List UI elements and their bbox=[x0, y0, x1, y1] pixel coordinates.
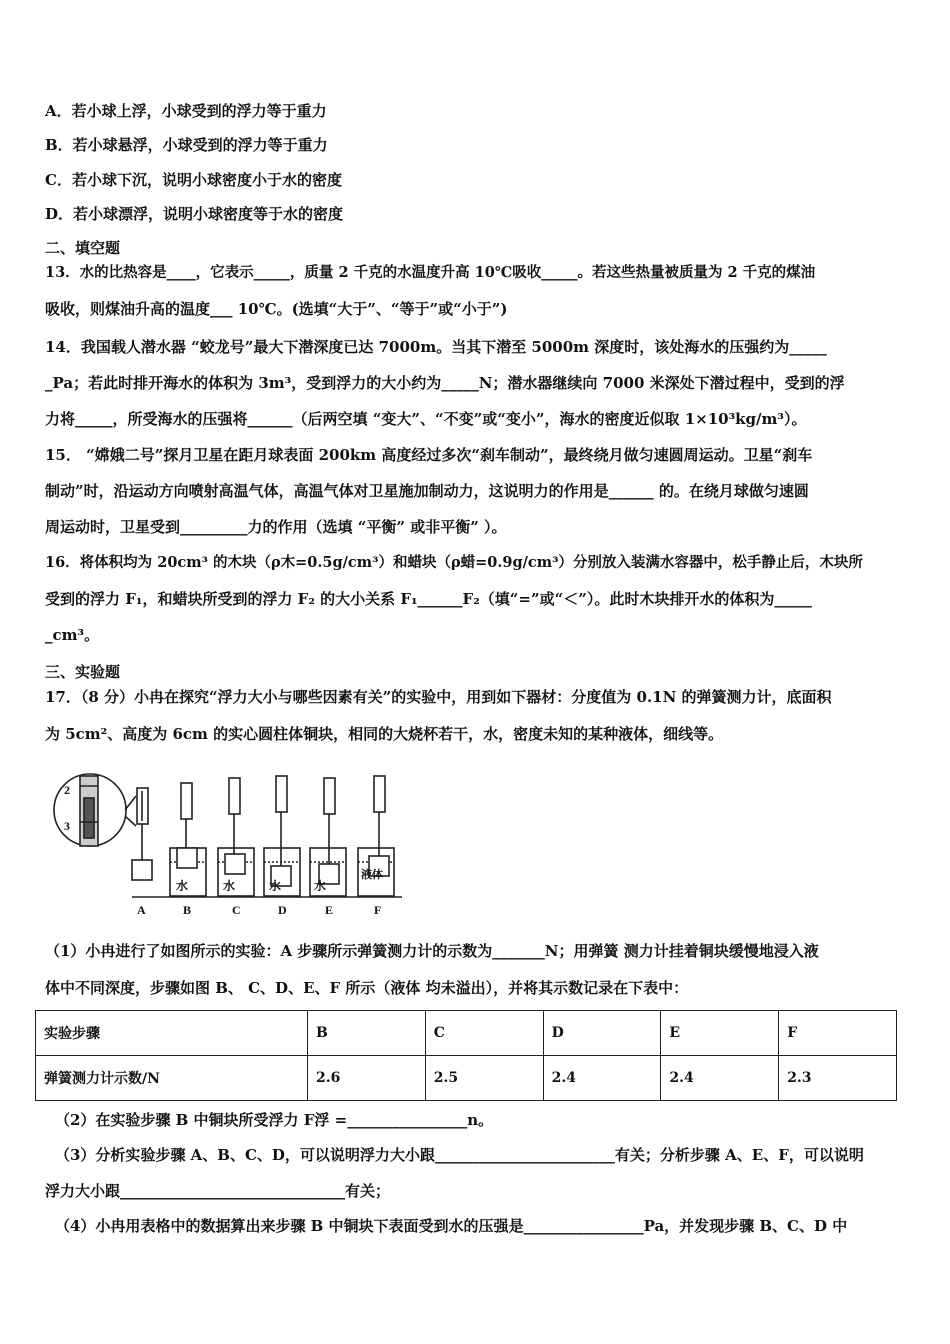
table-cell: 2.6 bbox=[308, 1056, 426, 1101]
table-cell: 2.4 bbox=[661, 1056, 779, 1101]
step-label-c: C bbox=[232, 903, 241, 917]
results-table bbox=[35, 1010, 897, 1101]
step-label-a: A bbox=[137, 903, 146, 917]
table-cell: B bbox=[308, 1011, 426, 1056]
magnified-scale bbox=[54, 774, 136, 846]
table-header-row bbox=[36, 1011, 897, 1056]
option-a: A．若小球上浮，小球受到的浮力等于重力 bbox=[45, 102, 327, 120]
section-heading-experiment: 三、实验题 bbox=[45, 663, 121, 681]
q13-line2: 吸收，则煤油升高的温度___ 10℃。(选填“大于”、“等于”或“小于”) bbox=[45, 300, 508, 318]
option-d: D．若小球漂浮，说明小球密度等于水的密度 bbox=[45, 205, 344, 223]
liquid-label-e: 水 bbox=[314, 879, 327, 893]
table-cell: 2.4 bbox=[543, 1056, 661, 1101]
q14-line2: _Pa；若此时排开海水的体积为 3m³，受到浮力的大小约为_____N；潜水器继续向 7000 米深处下潜过程中，受到的浮 bbox=[45, 374, 845, 392]
table-cell: 2.5 bbox=[425, 1056, 543, 1101]
table-cell: F bbox=[779, 1011, 897, 1056]
q17-3-line1: （3）分析实验步骤 A、B、C、D，可以说明浮力大小跟________________________有关；分析步骤 A、E、F，可以说明 bbox=[55, 1146, 864, 1164]
option-b: B．若小球悬浮，小球受到的浮力等于重力 bbox=[45, 136, 328, 154]
q17-3-line2: 浮力大小跟______________________________有关； bbox=[45, 1182, 391, 1200]
q15-line1: 15． “嫦娥二号”探月卫星在距月球表面 200km 高度经过多次“刹车制动”，最终绕月做匀速圆周运动。卫星“刹车 bbox=[45, 446, 813, 464]
table-row bbox=[36, 1056, 897, 1101]
q14-line3: 力将_____，所受海水的压强将______（后两空填 “变大”、“不变”或“变小”，海水的密度近似取 1×10³kg/m³）。 bbox=[45, 410, 807, 428]
q16-line3: _cm³。 bbox=[45, 626, 100, 644]
liquid-label-f: 液体 bbox=[361, 869, 383, 881]
q17-line2: 为 5cm²、高度为 6cm 的实心圆柱体铜块，相同的大烧杯若干，水，密度未知的某种液体，细线等。 bbox=[45, 725, 724, 743]
q16-line2: 受到的浮力 F₁，和蜡块所受到的浮力 F₂ 的大小关系 F₁______F₂（填“=”或“＜”）。此时木块排开水的体积为_____ bbox=[45, 590, 812, 608]
liquid-label-d: 水 bbox=[269, 879, 282, 893]
table-cell: E bbox=[661, 1011, 779, 1056]
scale-label-top: 2 bbox=[64, 783, 70, 797]
table-cell: 弹簧测力计示数/N bbox=[36, 1056, 308, 1101]
q17-1-line2: 体中不同深度，步骤如图 B、 C、D、E、F 所示（液体 均未溢出），并将其示数记录在下表中： bbox=[45, 979, 689, 997]
q17-2: （2）在实验步骤 B 中铜块所受浮力 F浮 =________________n。 bbox=[55, 1111, 494, 1129]
step-label-d: D bbox=[278, 903, 287, 917]
step-label-e: E bbox=[325, 903, 334, 917]
table-cell: C bbox=[425, 1011, 543, 1056]
q16-line1: 16．将体积均为 20cm³ 的木块（ρ木=0.5g/cm³）和蜡块（ρ蜡=0.9g/cm³）分别放入装满水容器中，松手静止后，木块所 bbox=[45, 554, 863, 571]
q17-1-line1: （1）小冉进行了如图所示的实验：A 步骤所示弹簧测力计的示数为_______N；用弹簧 测力计挂着铜块缓慢地浸入液 bbox=[45, 942, 819, 960]
q13-line1: 13．水的比热容是____，它表示_____，质量 2 千克的水温度升高 10℃吸收_____。若这些热量被质量为 2 千克的煤油 bbox=[45, 264, 816, 281]
q14-line1: 14．我国载人潜水器 “蛟龙号”最大下潜深度已达 7000m。当其下潜至 5000m 深度时，该处海水的压强约为_____ bbox=[45, 338, 827, 356]
step-label-b: B bbox=[183, 903, 192, 917]
scale-label-bottom: 3 bbox=[64, 819, 70, 833]
option-c: C．若小球下沉，说明小球密度小于水的密度 bbox=[45, 171, 342, 189]
liquid-label-c: 水 bbox=[223, 879, 236, 893]
q15-line2: 制动”时，沿运动方向喷射高温气体，高温气体对卫星施加制动力，这说明力的作用是______ 的。在绕月球做匀速圆 bbox=[45, 482, 809, 500]
spring-scale-a bbox=[132, 788, 152, 880]
liquid-label-b: 水 bbox=[176, 879, 189, 893]
q17-line1: 17．（8 分）小冉在探究“浮力大小与哪些因素有关”的实验中，用到如下器材：分度值为 0.1N 的弹簧测力计，底面积 bbox=[45, 688, 832, 706]
section-heading-fill: 二、填空题 bbox=[45, 239, 121, 257]
table-cell: 实验步骤 bbox=[36, 1011, 308, 1056]
experiment-figure bbox=[52, 768, 417, 920]
step-label-f: F bbox=[374, 903, 382, 917]
table-cell: 2.3 bbox=[779, 1056, 897, 1101]
table-cell: D bbox=[543, 1011, 661, 1056]
q17-4: （4）小冉用表格中的数据算出来步骤 B 中铜块下表面受到水的压强是________________Pa，并发现步骤 B、C、D 中 bbox=[55, 1217, 848, 1235]
q15-line3: 周运动时，卫星受到_________力的作用（选填 “平衡” 或非平衡” ）。 bbox=[45, 518, 507, 536]
beaker-d bbox=[264, 776, 300, 896]
